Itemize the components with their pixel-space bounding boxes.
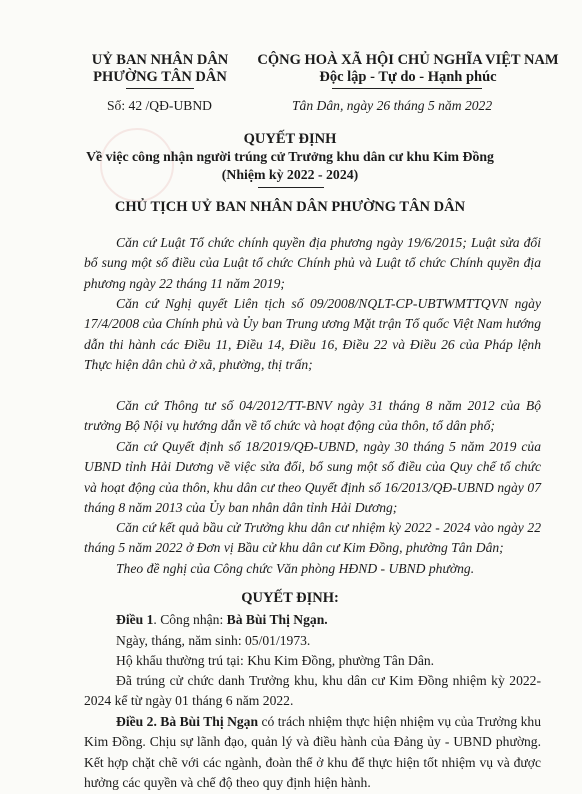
title-underline xyxy=(258,187,324,188)
motto-underline xyxy=(332,88,482,89)
document-title: QUYẾT ĐỊNH xyxy=(243,131,337,147)
document-number: Số: 42 /QĐ-UBND xyxy=(107,98,212,113)
preamble-paragraph xyxy=(84,396,541,437)
article-2-text: có trách nhiệm thực hiện nhiệm vụ của Trưởng khu Kim Đồng. Chịu sự lãnh đạo, quản lý và điều hành của Đảng ủy - UBND phường. Kết hợp chặt chẽ với các ngành, đoàn thể ở khu để thực hiện tốt nhiệm vụ và được hưởng các quyền và chế độ theo quy định hiện hành. xyxy=(84,714,541,791)
election-result-text: Đã trúng cử chức danh Trưởng khu, khu dân cư Kim Đồng nhiệm kỳ 2022-2024 kể từ ngày 01 tháng 6 năm 2022. xyxy=(84,673,541,709)
article-1-text: . Công nhận: xyxy=(153,612,227,627)
article-2 xyxy=(84,712,541,794)
nation-line-2: Độc lập - Tự do - Hạnh phúc xyxy=(319,69,497,85)
date-of-birth-text: Ngày, tháng, năm sinh: 05/01/1973. xyxy=(116,633,311,648)
nation-line-1: CỘNG HOÀ XÃ HỘI CHỦ NGHĨA VIỆT NAM xyxy=(257,52,559,68)
preamble-paragraph xyxy=(84,294,541,376)
article-2-name: . Bà Bùi Thị Ngạn xyxy=(153,714,259,729)
document-subject: Về việc công nhận người trúng cử Trưởng khu dân cư khu Kim Đồng xyxy=(86,149,494,164)
election-result xyxy=(84,671,541,712)
article-2-label: Điều 2 xyxy=(116,714,154,729)
preamble-paragraph xyxy=(84,437,541,519)
org-line-1: UỶ BAN NHÂN DÂN xyxy=(91,52,229,68)
term-of-office: (Nhiệm kỳ 2022 - 2024) xyxy=(221,167,359,182)
issuing-organization xyxy=(80,52,240,86)
issuing-authority: CHỦ TỊCH UỶ BAN NHÂN DÂN PHƯỜNG TÂN DÂN xyxy=(114,199,466,215)
preamble-text: Căn cứ Quyết định số 18/2019/QĐ-UBND, ngày 30 tháng 5 năm 2019 của UBND tỉnh Hải Dương về việc sửa đổi, bổ sung một số điều của Quy chế tổ chức và hoạt động của thôn, khu dân cư theo Quyết định số 16/2013/QĐ-UBND ngày 07 tháng 8 năm 2013 của Ủy ban nhân dân tỉnh Hải Dương; xyxy=(84,439,541,516)
preamble-paragraph xyxy=(84,559,541,579)
residence-text: Hộ khẩu thường trú tại: Khu Kim Đồng, phường Tân Dân. xyxy=(116,653,435,668)
org-underline xyxy=(126,88,194,89)
preamble-text: Căn cứ Nghị quyết Liên tịch số 09/2008/NQLT-CP-UBTWMTTQVN ngày 17/4/2008 của Chính phủ và Ủy ban Trung ương Mặt trận Tổ quốc Việt Nam hướng dẫn thi hành các Điều 11, Điều 14, Điều 16, Điều 22 và Điều 26 của Pháp lệnh Thực hiện dân chủ ở xã, phường, thị trấn; xyxy=(84,296,541,373)
place-and-date: Tân Dân, ngày 26 tháng 5 năm 2022 xyxy=(292,98,493,113)
date-of-birth xyxy=(84,631,541,651)
preamble-text: Căn cứ Thông tư số 04/2012/TT-BNV ngày 31 tháng 8 năm 2012 của Bộ trưởng Bộ Nội vụ hướng dẫn về tổ chức và hoạt động của thôn, tổ dân phố; xyxy=(84,398,541,434)
preamble-text: Theo đề nghị của Công chức Văn phòng HĐND - UBND phường. xyxy=(116,561,475,576)
article-1 xyxy=(84,610,541,630)
preamble-paragraph xyxy=(84,518,541,559)
decision-heading: QUYẾT ĐỊNH: xyxy=(241,590,339,606)
appointee-name: Bà Bùi Thị Ngạn. xyxy=(226,612,328,627)
national-header xyxy=(248,52,568,86)
residence xyxy=(84,651,541,671)
org-line-2: PHƯỜNG TÂN DÂN xyxy=(93,69,227,85)
preamble-paragraph xyxy=(84,233,541,294)
preamble-text: Căn cứ kết quả bầu cử Trưởng khu dân cư nhiệm kỳ 2022 - 2024 vào ngày 22 tháng 5 năm 2022 ở Đơn vị Bầu cử khu dân cư Kim Đồng, phường Tân Dân; xyxy=(84,520,541,556)
preamble-text: Căn cứ Luật Tổ chức chính quyền địa phương ngày 19/6/2015; Luật sửa đổi bổ sung một số điều của Luật tổ chức Chính phủ và Luật tổ chức Chính quyền địa phương ngày 22 tháng 11 năm 2019; xyxy=(84,235,541,291)
article-1-label: Điều 1 xyxy=(116,612,154,627)
